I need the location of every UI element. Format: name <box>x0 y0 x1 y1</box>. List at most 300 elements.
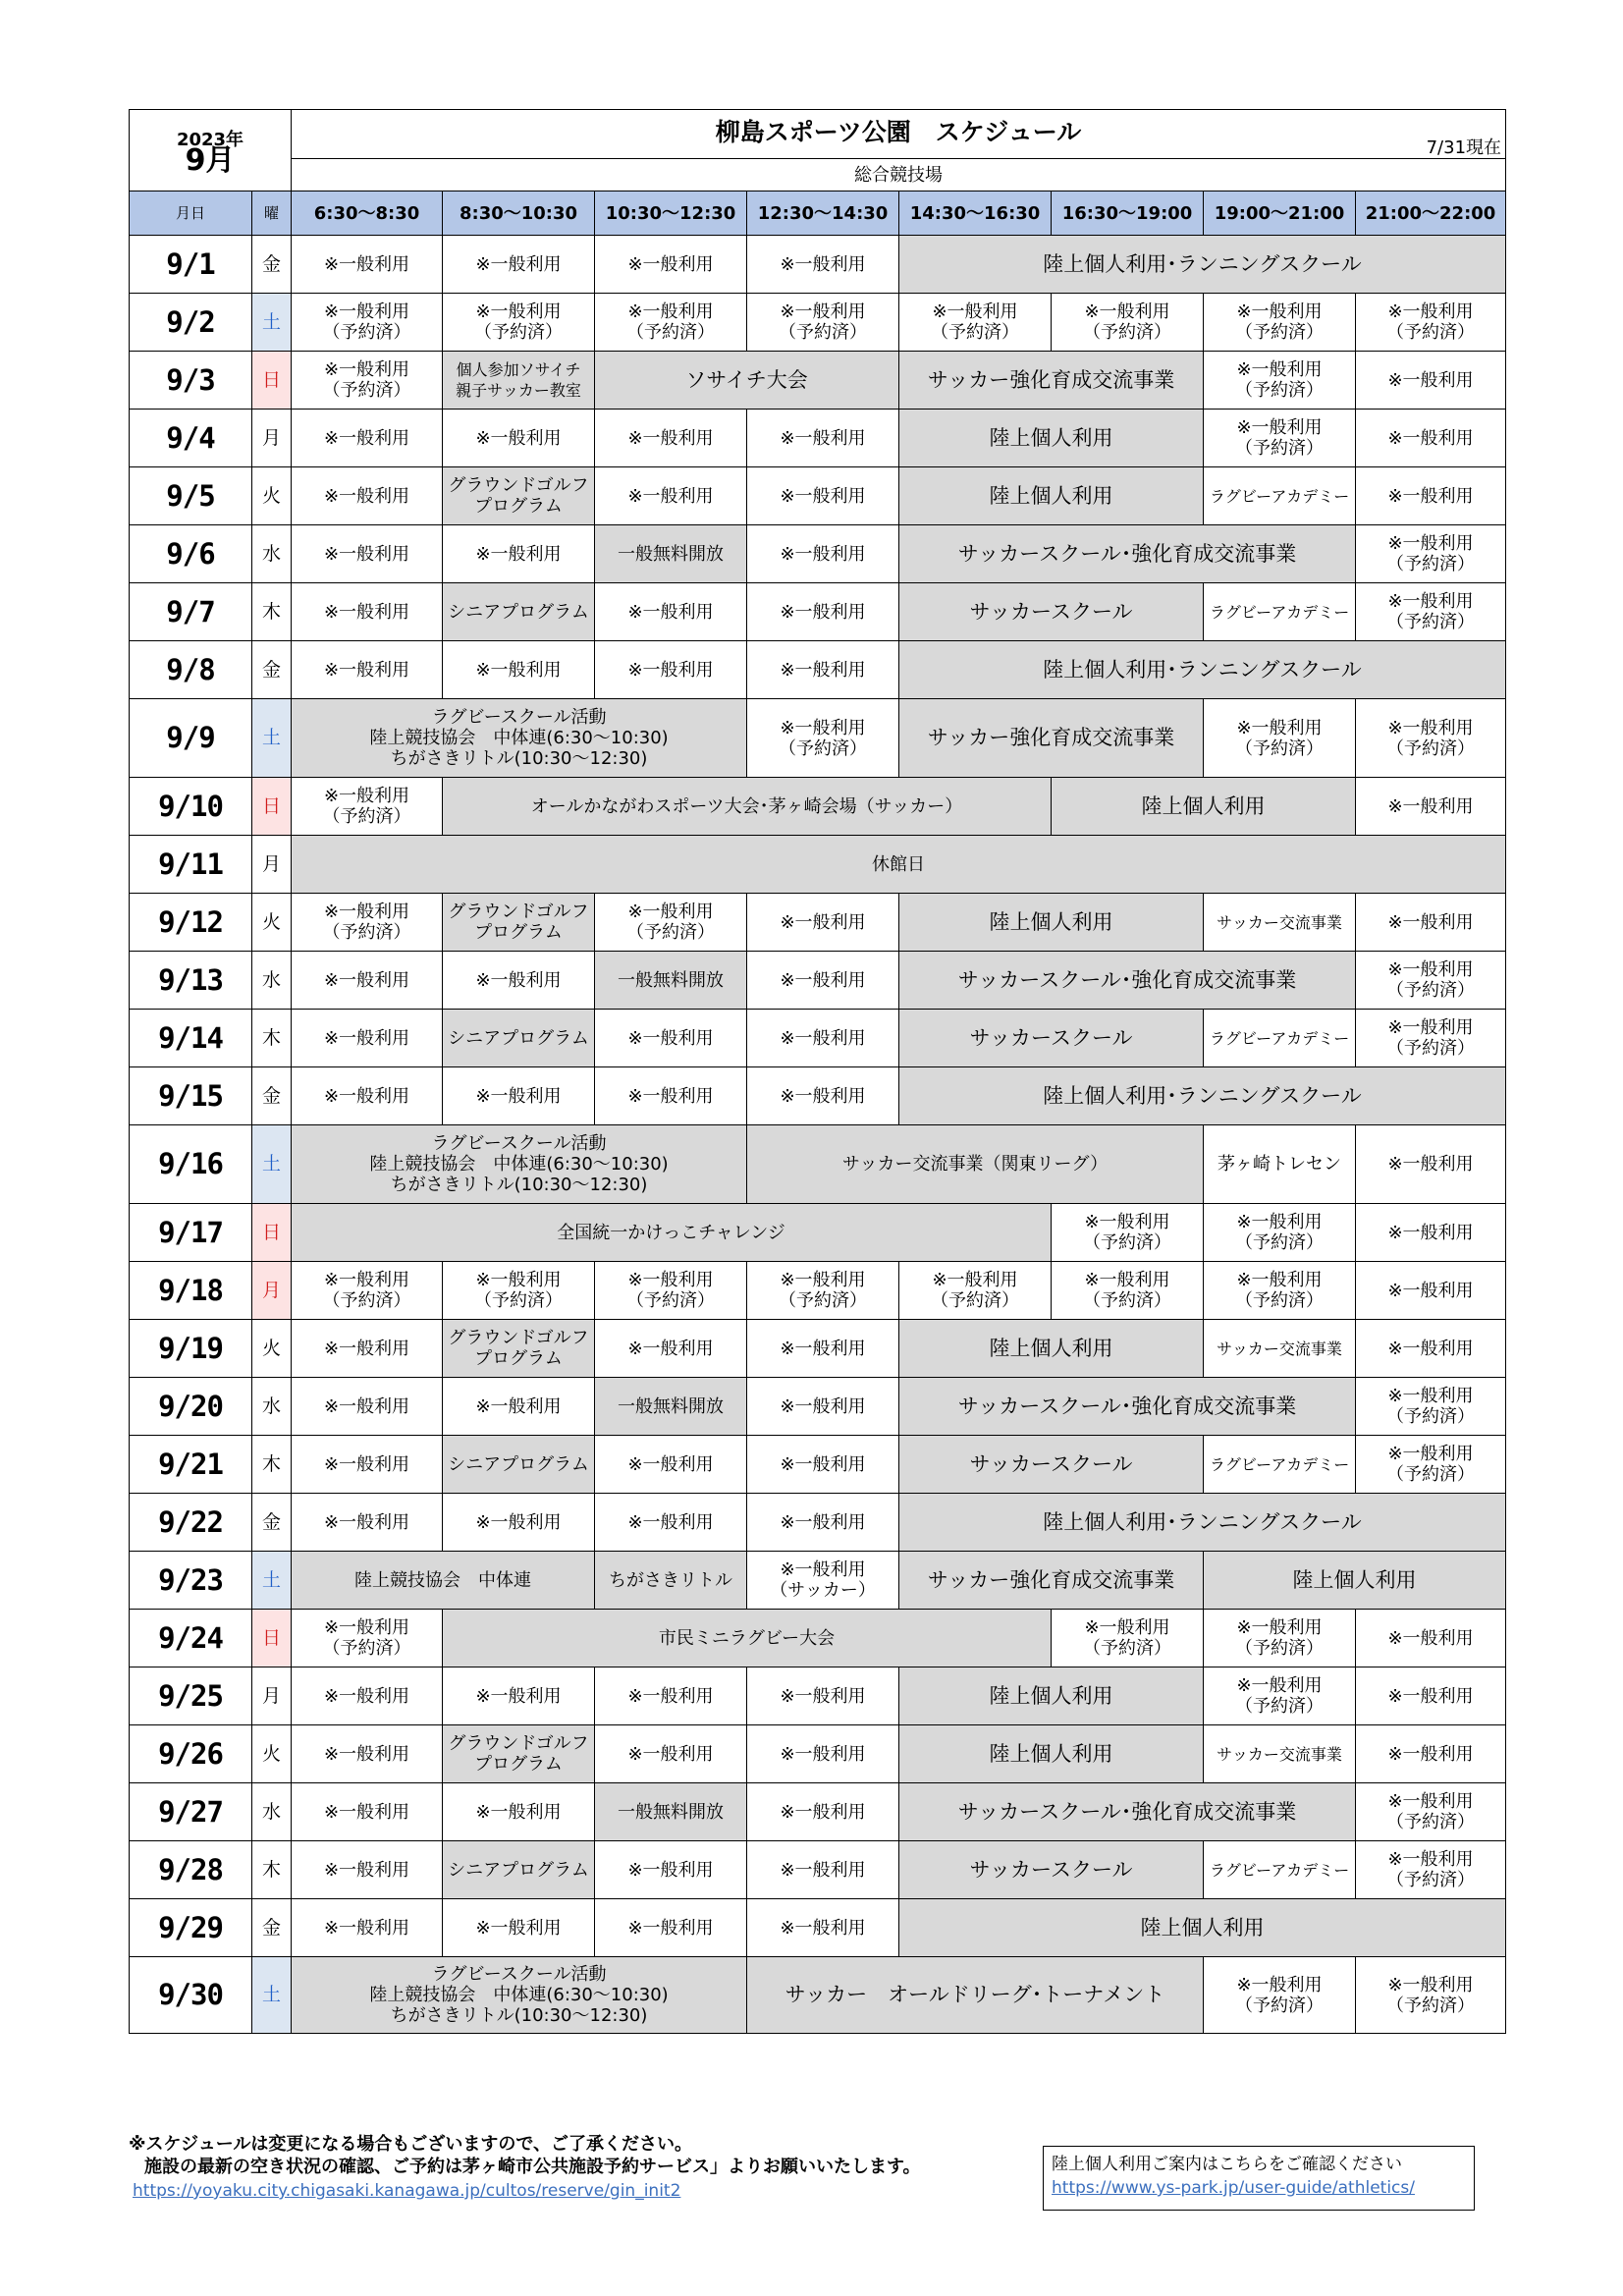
slot-cell <box>899 1010 1204 1067</box>
slot-text: （予約済） <box>1386 1812 1476 1832</box>
slot-cell <box>1356 1610 1506 1667</box>
slot-text: 休館日 <box>872 853 926 875</box>
slot-text: サッカー交流事業 <box>1217 1339 1342 1358</box>
slot-cell <box>1356 1725 1506 1783</box>
slot-text: （予約済） <box>1235 1638 1325 1659</box>
slot-cell <box>1356 1125 1506 1204</box>
footer-notes <box>129 2133 1110 2178</box>
slot-cell <box>292 641 443 699</box>
slot-text: （予約済） <box>1386 612 1476 632</box>
date-cell: 9/20 <box>130 1378 252 1436</box>
slot-text: ラグビーアカデミー <box>1209 602 1350 622</box>
schedule-row <box>130 525 1506 583</box>
as-of-date: 7/31現在 <box>1426 137 1502 158</box>
slot-cell <box>747 1010 899 1067</box>
slot-text: ※一般利用 <box>323 902 410 922</box>
slot-text: ちがさきリトル(10:30～12:30) <box>390 748 648 769</box>
slot-cell <box>899 1552 1204 1610</box>
slot-cell <box>443 1262 595 1320</box>
slot-cell <box>292 294 443 352</box>
slot-text: 一般無料開放 <box>618 969 725 991</box>
slot-text: ※一般利用 <box>323 1917 410 1939</box>
slot-text: 陸上個人利用･ランニングスクール <box>1043 657 1362 682</box>
slot-cell <box>1356 1378 1506 1436</box>
facility-name: 総合競技場 <box>292 159 1506 191</box>
weekday-cell: 金 <box>252 236 292 294</box>
slot-cell <box>595 1667 747 1725</box>
slot-text: サッカースクール <box>969 1857 1133 1882</box>
slot-cell <box>443 1320 595 1378</box>
slot-cell <box>1204 1010 1356 1067</box>
slot-text: プログラム <box>474 496 563 517</box>
weekday-cell: 土 <box>252 1552 292 1610</box>
slot-text: 一般無料開放 <box>618 1395 725 1417</box>
slot-text: （予約済） <box>1235 322 1325 343</box>
slot-text: ※一般利用 <box>475 1801 562 1823</box>
weekday-cell: 月 <box>252 1667 292 1725</box>
date-cell: 9/9 <box>130 699 252 778</box>
slot-cell <box>1356 778 1506 836</box>
slot-cell <box>595 525 747 583</box>
slot-text: ※一般利用 <box>780 1338 866 1359</box>
slot-text: サッカー交流事業 <box>1217 1744 1342 1764</box>
slot-text: 陸上個人利用 <box>989 909 1113 934</box>
slot-cell <box>1204 1262 1356 1320</box>
slot-cell <box>747 1067 899 1125</box>
slot-cell <box>1204 583 1356 641</box>
slot-cell <box>595 1320 747 1378</box>
slot-cell <box>899 294 1052 352</box>
slot-text: ※一般利用 <box>475 1270 562 1290</box>
slot-cell <box>595 583 747 641</box>
slot-text: ※一般利用 <box>932 1270 1018 1290</box>
slot-text: ※一般利用 <box>1236 1974 1323 1995</box>
slot-cell <box>292 1610 443 1667</box>
date-cell: 9/10 <box>130 778 252 836</box>
schedule-row <box>130 1552 1506 1610</box>
slot-text: （予約済） <box>1083 322 1172 343</box>
slot-cell <box>292 952 443 1010</box>
slot-text: ※一般利用 <box>323 786 410 806</box>
slot-cell <box>292 836 1506 894</box>
slot-text: 全国統一かけっこチャレンジ <box>557 1222 785 1243</box>
slot-cell <box>899 1262 1052 1320</box>
slot-text: サッカー オールドリーグ･トーナメント <box>784 1983 1165 2006</box>
slot-cell <box>595 952 747 1010</box>
slot-cell <box>443 641 595 699</box>
schedule-row <box>130 1899 1506 1957</box>
slot-text: ※一般利用 <box>780 1559 866 1580</box>
date-cell: 9/22 <box>130 1494 252 1552</box>
slot-cell <box>1052 1610 1204 1667</box>
slot-cell <box>292 1067 443 1125</box>
slot-cell <box>1204 1725 1356 1783</box>
slot-text: ※一般利用 <box>1387 1444 1474 1464</box>
col-header-slot: 8:30～10:30 <box>443 191 595 236</box>
slot-text: ※一般利用 <box>1387 1017 1474 1038</box>
slot-cell <box>747 699 899 778</box>
slot-text: ※一般利用 <box>323 1395 410 1417</box>
slot-cell <box>443 1841 595 1899</box>
slot-text: 陸上競技協会 中体連(6:30～10:30) <box>369 728 669 748</box>
slot-cell <box>747 1783 899 1841</box>
slot-cell <box>1356 583 1506 641</box>
slot-cell <box>1356 1204 1506 1262</box>
slot-text: （予約済） <box>1235 1995 1325 2016</box>
slot-cell <box>595 1841 747 1899</box>
weekday-cell: 月 <box>252 836 292 894</box>
slot-cell <box>292 1725 443 1783</box>
col-header-slot: 16:30～19:00 <box>1052 191 1204 236</box>
date-cell: 9/23 <box>130 1552 252 1610</box>
slot-text: シニアプログラム <box>448 1453 589 1475</box>
slot-text: ※一般利用 <box>323 543 410 565</box>
slot-text: ※一般利用 <box>1236 417 1323 438</box>
slot-text: （予約済） <box>1235 738 1325 759</box>
slot-cell <box>747 236 899 294</box>
slot-text: グラウンドゴルフ <box>448 902 589 922</box>
slot-cell <box>899 1899 1506 1957</box>
slot-cell <box>747 1667 899 1725</box>
slot-text: ※一般利用 <box>323 359 410 380</box>
slot-text: ※一般利用 <box>780 1085 866 1107</box>
weekday-cell: 月 <box>252 1262 292 1320</box>
date-cell: 9/17 <box>130 1204 252 1262</box>
schedule-row <box>130 1436 1506 1494</box>
slot-cell <box>747 467 899 525</box>
slot-cell <box>1356 894 1506 952</box>
schedule-row <box>130 1841 1506 1899</box>
slot-text: ※一般利用 <box>627 1859 714 1881</box>
slot-text: 陸上個人利用 <box>1141 793 1266 818</box>
slot-text: サッカー強化育成交流事業 <box>927 1567 1175 1592</box>
slot-text: （予約済） <box>779 1290 868 1311</box>
slot-text: ※一般利用 <box>780 543 866 565</box>
slot-cell <box>292 1125 747 1204</box>
date-cell: 9/13 <box>130 952 252 1010</box>
slot-text: 陸上競技協会 中体連 <box>354 1569 532 1591</box>
slot-cell <box>899 1783 1356 1841</box>
reservation-link[interactable]: https://yoyaku.city.chigasaki.kanagawa.jp/cultos/reserve/gin_init2 <box>133 2181 681 2201</box>
slot-text: 個人参加ソサイチ <box>456 360 581 379</box>
slot-cell <box>747 1125 1204 1204</box>
slot-text: （予約済） <box>626 322 716 343</box>
slot-text: ※一般利用 <box>475 659 562 681</box>
slot-cell <box>899 467 1204 525</box>
slot-text: ※一般利用 <box>780 1511 866 1533</box>
slot-cell <box>443 583 595 641</box>
slot-text: 陸上個人利用 <box>989 1683 1113 1708</box>
slot-cell <box>443 1494 595 1552</box>
slot-text: ちがさきリトル <box>609 1569 733 1591</box>
weekday-cell: 木 <box>252 1010 292 1067</box>
slot-cell <box>292 1957 747 2034</box>
slot-cell <box>595 467 747 525</box>
slot-text: ※一般利用 <box>780 1859 866 1881</box>
slot-cell <box>1356 294 1506 352</box>
schedule-row <box>130 1010 1506 1067</box>
slot-cell <box>747 525 899 583</box>
schedule-row <box>130 1204 1506 1262</box>
weekday-cell: 木 <box>252 1436 292 1494</box>
slot-cell <box>443 894 595 952</box>
slot-text: ※一般利用 <box>1084 1617 1170 1638</box>
slot-cell <box>1356 1010 1506 1067</box>
date-cell: 9/26 <box>130 1725 252 1783</box>
slot-text: ※一般利用 <box>627 1917 714 1939</box>
slot-cell <box>899 1378 1356 1436</box>
date-cell: 9/25 <box>130 1667 252 1725</box>
slot-text: ※一般利用 <box>932 301 1018 322</box>
slot-cell <box>899 525 1356 583</box>
slot-cell <box>1204 410 1356 467</box>
slot-text: 市民ミニラグビー大会 <box>658 1627 836 1649</box>
slot-text: ※一般利用 <box>1387 1627 1474 1649</box>
slot-cell <box>595 294 747 352</box>
slot-text: ※一般利用 <box>627 1453 714 1475</box>
page-title: 柳島スポーツ公園 スケジュール <box>715 118 1082 146</box>
slot-text: ※一般利用 <box>475 969 562 991</box>
athletics-info-box <box>1043 2146 1475 2211</box>
slot-text: （予約済） <box>779 738 868 759</box>
slot-text: ※一般利用 <box>627 1027 714 1049</box>
slot-text: ※一般利用 <box>1236 1212 1323 1232</box>
slot-text: （予約済） <box>1386 1995 1476 2016</box>
slot-cell <box>292 1320 443 1378</box>
slot-text: 陸上競技協会 中体連(6:30～10:30) <box>369 1154 669 1175</box>
slot-text: ※一般利用 <box>780 1743 866 1765</box>
slot-text: （予約済） <box>322 1638 411 1659</box>
slot-text: ※一般利用 <box>323 1685 410 1707</box>
slot-text: ※一般利用 <box>780 969 866 991</box>
col-header-slot: 14:30～16:30 <box>899 191 1052 236</box>
slot-text: サッカースクール <box>969 599 1133 624</box>
slot-cell <box>1356 1957 1506 2034</box>
slot-cell <box>1356 1783 1506 1841</box>
schedule-row <box>130 699 1506 778</box>
slot-text: ※一般利用 <box>780 1395 866 1417</box>
slot-cell <box>747 641 899 699</box>
slot-cell <box>443 352 595 410</box>
slot-text: ※一般利用 <box>1236 1675 1323 1696</box>
slot-text: ※一般利用 <box>1387 301 1474 322</box>
slot-text: ラグビーアカデミー <box>1209 1028 1350 1048</box>
date-cell: 9/7 <box>130 583 252 641</box>
weekday-cell: 火 <box>252 1725 292 1783</box>
slot-cell <box>1356 410 1506 467</box>
schedule-row <box>130 1262 1506 1320</box>
slot-cell <box>443 1783 595 1841</box>
date-cell: 9/15 <box>130 1067 252 1125</box>
slot-cell <box>443 1667 595 1725</box>
slot-cell <box>899 1494 1506 1552</box>
slot-cell <box>1356 525 1506 583</box>
slot-cell <box>899 1725 1204 1783</box>
slot-text: 陸上個人利用 <box>989 1741 1113 1766</box>
slot-cell <box>292 1262 443 1320</box>
slot-cell <box>899 410 1204 467</box>
date-cell: 9/12 <box>130 894 252 952</box>
slot-text: サッカースクール <box>969 1451 1133 1476</box>
slot-text: ※一般利用 <box>780 253 866 275</box>
schedule-row <box>130 1610 1506 1667</box>
slot-cell <box>1356 1841 1506 1899</box>
slot-text: シニアプログラム <box>448 1027 589 1049</box>
slot-text: ラグビースクール活動 <box>431 707 607 728</box>
slot-cell <box>595 641 747 699</box>
slot-text: サッカー強化育成交流事業 <box>927 726 1175 749</box>
slot-text: ※一般利用 <box>1387 591 1474 612</box>
weekday-cell: 木 <box>252 1841 292 1899</box>
slot-cell <box>1356 699 1506 778</box>
slot-cell <box>1204 1841 1356 1899</box>
slot-cell <box>292 1010 443 1067</box>
slot-text: ※一般利用 <box>323 253 410 275</box>
slot-cell <box>747 1320 899 1378</box>
slot-text: （予約済） <box>1235 1290 1325 1311</box>
slot-cell <box>292 1667 443 1725</box>
weekday-cell: 金 <box>252 1899 292 1957</box>
slot-text: （予約済） <box>1235 1232 1325 1253</box>
schedule-row <box>130 583 1506 641</box>
date-cell: 9/1 <box>130 236 252 294</box>
slot-text: ※一般利用 <box>780 911 866 933</box>
slot-text: （予約済） <box>322 380 411 401</box>
slot-cell <box>443 467 595 525</box>
slot-text: （予約済） <box>1083 1232 1172 1253</box>
slot-cell <box>595 352 899 410</box>
slot-cell <box>1204 1204 1356 1262</box>
schedule-row <box>130 410 1506 467</box>
slot-text: （予約済） <box>474 322 564 343</box>
slot-text: ※一般利用 <box>780 1801 866 1823</box>
slot-text: ※一般利用 <box>1387 533 1474 554</box>
slot-cell <box>1356 952 1506 1010</box>
column-header-row <box>130 191 1506 236</box>
weekday-cell: 土 <box>252 1957 292 2034</box>
slot-cell <box>443 525 595 583</box>
weekday-cell: 月 <box>252 410 292 467</box>
slot-text: 陸上個人利用 <box>989 483 1113 508</box>
slot-text: ※一般利用 <box>323 1511 410 1533</box>
slot-text: ※一般利用 <box>627 1270 714 1290</box>
slot-text: （予約済） <box>1386 1464 1476 1485</box>
slot-text: ※一般利用 <box>1387 1849 1474 1870</box>
slot-text: 一般無料開放 <box>618 1801 725 1823</box>
slot-text: 陸上個人利用 <box>989 425 1113 450</box>
schedule-row <box>130 1957 1506 2034</box>
slot-text: ※一般利用 <box>627 485 714 507</box>
schedule-row <box>130 1783 1506 1841</box>
slot-cell <box>747 583 899 641</box>
slot-text: （予約済） <box>931 1290 1020 1311</box>
slot-cell <box>292 1899 443 1957</box>
slot-text: （予約済） <box>1083 1290 1172 1311</box>
slot-text: ※一般利用 <box>1387 911 1474 933</box>
schedule-row <box>130 836 1506 894</box>
slot-text: ラグビーアカデミー <box>1209 1454 1350 1474</box>
slot-text: ※一般利用 <box>1387 1222 1474 1243</box>
slot-cell <box>1204 1436 1356 1494</box>
date-cell: 9/21 <box>130 1436 252 1494</box>
slot-text: 陸上個人利用 <box>1292 1567 1417 1592</box>
weekday-cell: 土 <box>252 699 292 778</box>
slot-text: （予約済） <box>322 922 411 943</box>
year-month-cell <box>130 110 292 191</box>
slot-cell <box>1204 352 1356 410</box>
slot-text: ※一般利用 <box>475 543 562 565</box>
weekday-cell: 金 <box>252 1067 292 1125</box>
slot-text: ※一般利用 <box>323 301 410 322</box>
slot-text: サッカースクール･強化育成交流事業 <box>957 967 1297 992</box>
athletics-info-link[interactable]: https://www.ys-park.jp/user-guide/athletics/ <box>1052 2178 1415 2198</box>
weekday-cell: 日 <box>252 778 292 836</box>
slot-cell <box>747 1436 899 1494</box>
slot-text: ※一般利用 <box>323 427 410 449</box>
slot-text: シニアプログラム <box>448 1859 589 1881</box>
weekday-cell: 火 <box>252 467 292 525</box>
slot-cell <box>1204 1552 1506 1610</box>
slot-text: 陸上個人利用･ランニングスクール <box>1043 1083 1362 1108</box>
slot-cell <box>292 352 443 410</box>
slot-text: ※一般利用 <box>475 1511 562 1533</box>
slot-cell <box>595 1899 747 1957</box>
slot-cell <box>899 1067 1506 1125</box>
slot-text: ※一般利用 <box>475 1685 562 1707</box>
slot-text: （予約済） <box>779 322 868 343</box>
date-cell: 9/8 <box>130 641 252 699</box>
slot-text: ※一般利用 <box>475 1917 562 1939</box>
slot-cell <box>443 1436 595 1494</box>
slot-text: ※一般利用 <box>780 1453 866 1475</box>
slot-text: 陸上個人利用･ランニングスクール <box>1043 251 1362 276</box>
date-cell: 9/4 <box>130 410 252 467</box>
slot-text: ※一般利用 <box>780 1027 866 1049</box>
date-cell: 9/3 <box>130 352 252 410</box>
month-label: 9月 <box>185 143 236 178</box>
slot-cell <box>1052 778 1356 836</box>
date-cell: 9/14 <box>130 1010 252 1067</box>
slot-text: ※一般利用 <box>323 485 410 507</box>
slot-text: ラグビースクール活動 <box>431 1964 607 1985</box>
slot-text: サッカー交流事業 <box>1217 912 1342 932</box>
schedule-row <box>130 1125 1506 1204</box>
schedule-table <box>129 109 1506 2034</box>
slot-cell <box>595 1725 747 1783</box>
schedule-row <box>130 352 1506 410</box>
schedule-row <box>130 294 1506 352</box>
slot-text: （予約済） <box>1235 438 1325 459</box>
slot-text: ちがさきリトル(10:30～12:30) <box>390 2005 648 2026</box>
slot-text: グラウンドゴルフ <box>448 475 589 496</box>
slot-cell <box>443 778 1052 836</box>
slot-cell <box>595 1783 747 1841</box>
slot-text: ※一般利用 <box>627 1085 714 1107</box>
title-cell <box>292 110 1506 159</box>
slot-text: プログラム <box>474 1754 563 1775</box>
slot-cell <box>899 352 1204 410</box>
slot-text: ※一般利用 <box>627 1743 714 1765</box>
slot-text: （予約済） <box>1386 554 1476 574</box>
slot-cell <box>1204 294 1356 352</box>
slot-text: ※一般利用 <box>1236 717 1323 738</box>
slot-text: ※一般利用 <box>1387 959 1474 980</box>
slot-cell <box>747 1378 899 1436</box>
slot-cell <box>747 1841 899 1899</box>
weekday-cell: 水 <box>252 1783 292 1841</box>
slot-text: ※一般利用 <box>1387 1386 1474 1406</box>
slot-text: ※一般利用 <box>1084 1270 1170 1290</box>
